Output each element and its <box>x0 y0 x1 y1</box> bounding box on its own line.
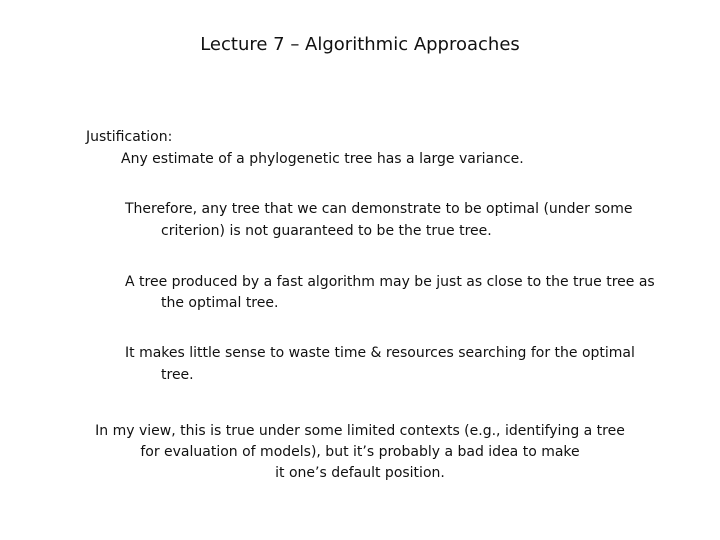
view-line-2: for evaluation of models), but it’s probably a bad idea to make <box>140 444 580 460</box>
view-line-1: In my view, this is true under some limited contexts (e.g., identifying a tree <box>95 423 625 439</box>
point-1-line-2: criterion) is not guaranteed to be the true tree. <box>161 223 492 239</box>
point-1-line-1: Therefore, any tree that we can demonstrate to be optimal (under some <box>125 201 633 217</box>
justification-heading: Justification: <box>86 129 173 145</box>
point-3-line-2: tree. <box>161 367 194 383</box>
slide-title: Lecture 7 – Algorithmic Approaches <box>200 34 520 55</box>
view-line-3: it one’s default position. <box>275 465 445 481</box>
point-3-line-1: It makes little sense to waste time & resources searching for the optimal <box>125 345 635 361</box>
justification-text: Any estimate of a phylogenetic tree has a large variance. <box>121 151 524 167</box>
point-2-line-2: the optimal tree. <box>161 295 279 311</box>
point-2-line-1: A tree produced by a fast algorithm may be just as close to the true tree as <box>125 274 655 290</box>
